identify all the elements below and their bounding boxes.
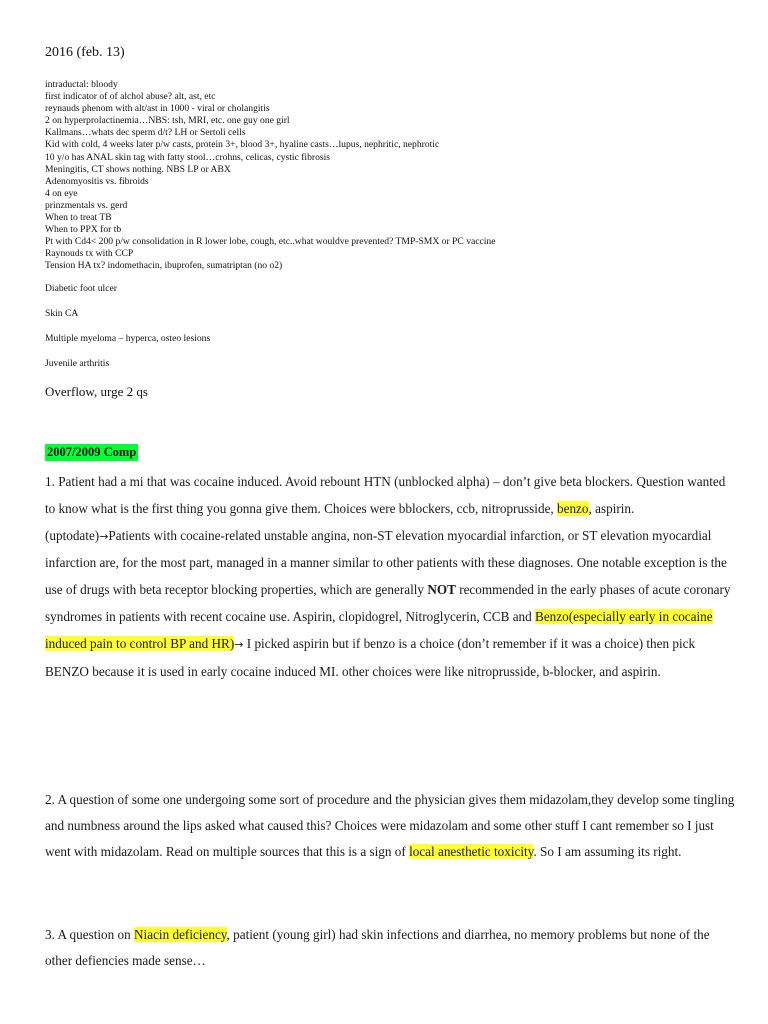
comp-section-heading: 2007/2009 Comp [47, 445, 137, 459]
note-line: 4 on eye [45, 187, 78, 199]
q1-text-d: recommended in the early phases of acute coronary syndromes in patients with recent cocaine use. Aspirin, clopidogrel, Nitroglycerin, CCB and [45, 582, 731, 624]
q2-text-b: . So I am assuming its right. [533, 844, 682, 860]
note-line: Tension HA tx? indomethacin, ibuprofen, sumatriptan (no o2) [45, 260, 283, 272]
question-3-paragraph [45, 922, 735, 974]
q1-text-e: I picked aspirin but if benzo is a choice (don’t remember if it was a choice) then pick BENZO because it is used in early cocaine induced MI. other choices were like nitroprusside, b-blocker, and aspirin. [45, 635, 696, 679]
q2-highlight-toxicity: local anesthetic toxicity [409, 844, 534, 860]
note-line: Pt with Cd4< 200 p/w consolidation in R lower lobe, cough, etc..what wouldve prevented? TMP-SMX or PC vaccine [45, 236, 496, 248]
document-date: 2016 (feb. 13) [45, 45, 125, 60]
note-line: Raynouds tx with CCP [45, 248, 134, 260]
note-line: Kid with cold, 4 weeks later p/w casts, protein 3+, blood 3+, hyaline casts…lupus, nephritic, nephrotic [45, 139, 440, 151]
q1-text-c: Patients with cocaine-related unstable angina, non-ST elevation myocardial infarction, or ST elevation myocardial infarction are, for the most part, managed in a manner similar to other patients with these diagnoses. One notable exception is the use of drugs with beta receptor blocking properties, which are generally [45, 527, 727, 598]
note-line: 10 y/o has ANAL skin tag with fatty stool…crohns, celicas, cystic fibrosis [45, 151, 331, 163]
note-line: prinzmentals vs. gerd [45, 199, 128, 211]
q2-text-a: 2. A question of some one undergoing some sort of procedure and the physician gives them midazolam,they develop some tingling and numbness around the lips asked what caused this? Choices were midazolam and some other stuff I cant remember so I just went with midazolam. Read on multiple sources that this is a sign of [45, 792, 735, 860]
note-line: first indicator of of alchol abuse? alt, ast, etc [45, 91, 216, 103]
topic-multiple-myeloma: Multiple myeloma – hyperca, osteo lesions [45, 333, 211, 344]
q3-text-b: , patient (young girl) had skin infections and diarrhea, no memory problems but none of the other defiencies made sense… [45, 927, 710, 968]
q3-text-a: 3. A question on [45, 927, 135, 942]
note-line: Meningitis, CT shows nothing. NBS LP or ABX [45, 163, 231, 175]
overflow-note: Overflow, urge 2 qs [45, 384, 148, 399]
note-line: intraductal: bloody [45, 79, 118, 90]
topic-diabetic-foot-ulcer: Diabetic foot ulcer [45, 283, 117, 294]
q1-text-a: 1. Patient had a mi that was cocaine induced. Avoid rebount HTN (unblocked alpha) – don’t give beta blockers. Question wanted to know what is the first thing you gonna give them. Choices were bblockers, ccb, nitroprusside, [45, 474, 726, 516]
topic-skin-ca: Skin CA [45, 308, 79, 319]
q3-highlight-niacin: Niacin deficiency [134, 927, 227, 942]
q1-highlight-benzo-note: Benzo(especially early in cocaine induced pain to control BP and HR) [45, 608, 713, 651]
note-line: 2 on hyperprolactinemia…NBS: tsh, MRI, etc. one guy one girl [45, 115, 290, 127]
question-2-paragraph [45, 787, 735, 866]
note-line: Kallmans…whats dec sperm d/t? LH or Sertoli cells [45, 127, 246, 139]
right-arrow-icon: → [234, 637, 244, 651]
note-line: reynauds phenom with alt/ast in 1000 - viral or cholangitis [45, 103, 270, 115]
notes-list [45, 79, 735, 273]
right-arrow-icon: → [99, 529, 109, 543]
q1-bold-not: NOT [427, 582, 456, 598]
note-line: When to treat TB [45, 212, 112, 224]
note-line: When to PPX for tb [45, 224, 122, 236]
topic-juvenile-arthritis: Juvenile arthritis [45, 358, 110, 369]
question-1-paragraph [45, 469, 735, 685]
q1-text-b: , aspirin. (uptodate) [45, 500, 635, 543]
note-line: Adenomyositis vs. fibroids [45, 175, 149, 187]
q1-highlight-benzo: benzo [557, 500, 589, 516]
